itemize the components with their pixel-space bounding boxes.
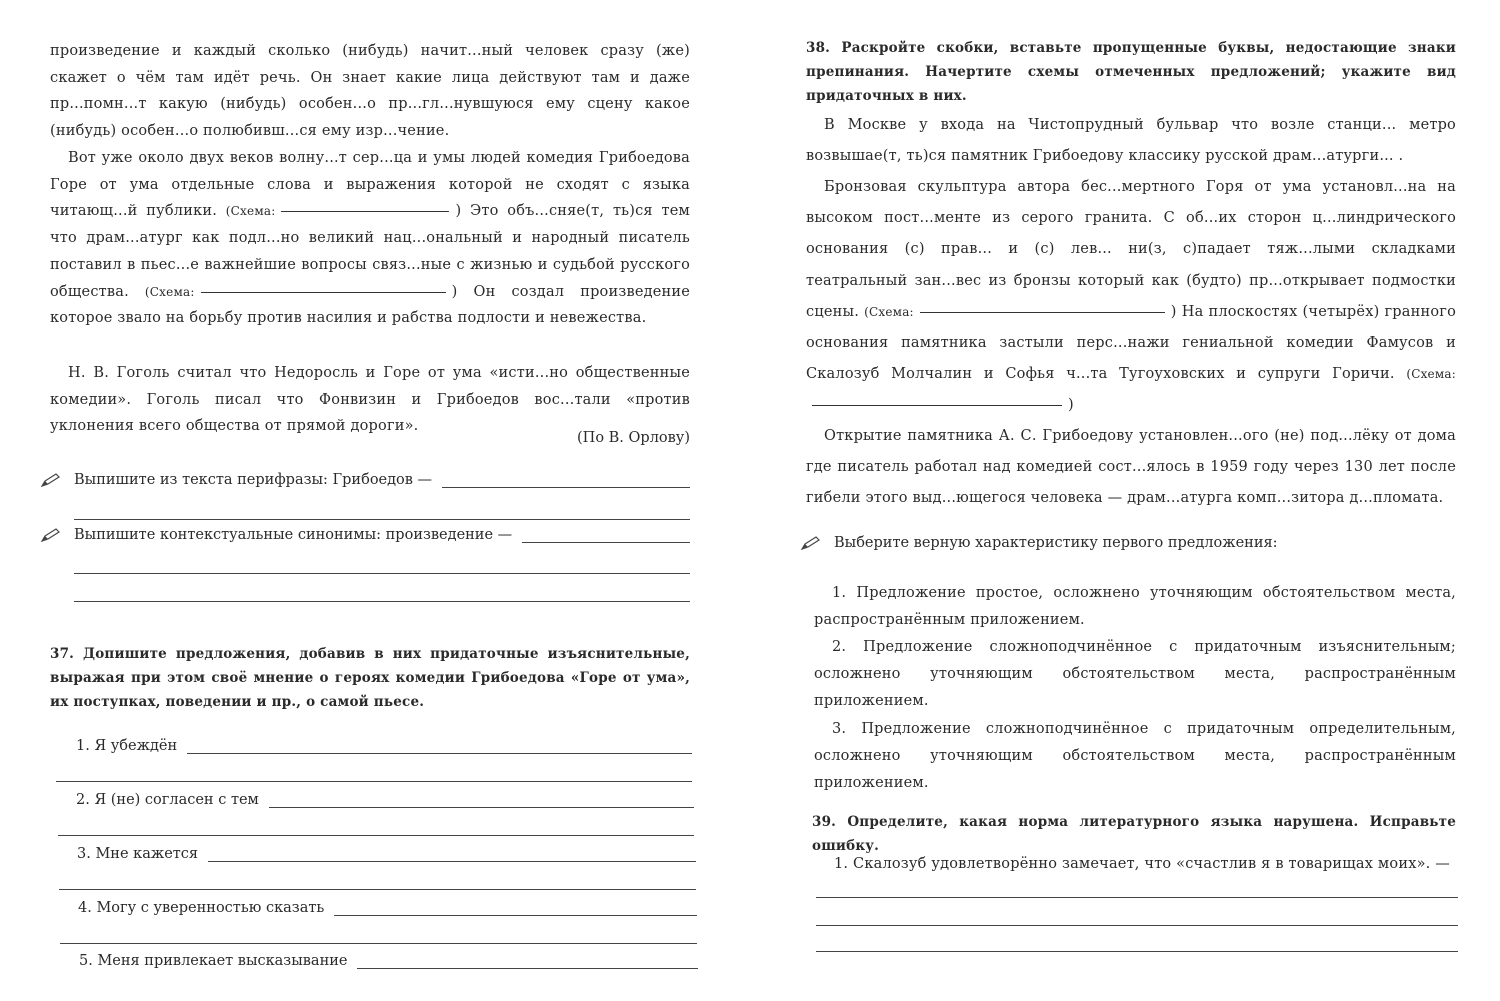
schema-close: )	[1170, 303, 1177, 320]
answer-line[interactable]	[56, 780, 692, 782]
pencil-icon	[40, 472, 62, 488]
item-label: 3. Мне кажется	[77, 846, 199, 862]
item-39: 1. Скалозуб удовлетворённо замечает, что «счастлив я в товарищах моих». —	[834, 856, 1450, 872]
paragraph-2-text-b: Это объ...сняе(т, ть)ся тем что драм...атург как подл...но великий нац...ональный и народный писатель поставил в пьес...е важнейшие вопросы связ...ные с жизнью и судьбой русского общества.	[50, 203, 691, 300]
answer-line[interactable]	[59, 888, 696, 890]
answer-line[interactable]	[816, 896, 1458, 898]
paragraph-2-text-b: На плоскостях (четырёх) гранного основания памятника застыли перс...нажи гениальной комедии Фамусов и Скалозуб Молчалин и Софья ч...та Тугоуховских и супруги Горичи.	[806, 303, 1457, 383]
answer-line[interactable]	[269, 806, 694, 808]
schema-label: (Схема:	[864, 304, 914, 319]
option-3[interactable]: 3. Предложение сложноподчинённое с придаточным определительным, осложнено уточняющим обстоятельством места, распространённым приложением.	[814, 721, 1456, 791]
paragraph-2-text-c: Он создал произведение которое звало на борьбу против насилия и рабства подлости и невежества.	[50, 283, 691, 327]
pencil-icon	[800, 535, 822, 551]
answer-line[interactable]	[60, 942, 697, 944]
paragraph-3: Открытие памятника А. С. Грибоедову установлен...ого (не) под...лёку от дома где писатель работал над комедией сост...ялось в 1959 году через 130 лет после гибели этого выд...ющегося человека — драм...атурга комп...зитора д...пломата.	[806, 428, 1456, 506]
answer-line[interactable]	[334, 914, 697, 916]
paragraph-3: Н. В. Гоголь считал что Недоросль и Горе от ума «исти...но общественные комедии». Гоголь писал что Фонвизин и Грибоедов вос...тали «против уклонения всего общества от прямой дороги».	[50, 365, 690, 435]
task-37: 37. Допишите предложения, добавив в них придаточные изъяснительные, выражая при этом своё мнение о героях комедии Грибоедова «Горе от ума», их поступках, поведении и пр., о самой пьесе.	[50, 646, 690, 710]
item-row	[78, 900, 697, 916]
task-38: 38. Раскройте скобки, вставьте пропущенные буквы, недостающие знаки препинания. Начертите схемы отмеченных предложений; укажите вид придаточных в них.	[806, 40, 1456, 104]
answer-line[interactable]	[357, 967, 698, 969]
item-label: 5. Меня привлекает высказывание	[79, 953, 348, 969]
item-label: 2. Я (не) согласен с тем	[76, 792, 259, 808]
answer-line[interactable]	[74, 600, 690, 602]
schema-label: (Схема:	[225, 204, 276, 219]
paragraph-2	[50, 145, 690, 332]
answer-line[interactable]	[58, 834, 694, 836]
schema-close: )	[451, 283, 458, 300]
item-label: 1. Я убеждён	[76, 738, 178, 754]
instruction-choose	[800, 535, 1456, 551]
task-39: 39. Определите, какая норма литературного языка нарушена. Исправьте ошибку.	[812, 814, 1456, 854]
schema-blank[interactable]	[920, 311, 1165, 313]
option-2[interactable]: 2. Предложение сложноподчинённое с придаточным изъяснительным; осложнено уточняющим обстоятельством места, распространённым приложением.	[814, 639, 1456, 709]
item-row	[76, 738, 692, 754]
item-label: 4. Могу с уверенностью сказать	[78, 900, 325, 916]
schema-blank[interactable]	[812, 404, 1062, 406]
schema-blank[interactable]	[281, 210, 449, 212]
answer-line[interactable]	[74, 518, 690, 520]
schema-label: (Схема:	[1406, 367, 1456, 382]
instruction-periphrases	[40, 472, 690, 488]
instruction-choose-text: Выберите верную характеристику первого предложения:	[834, 535, 1278, 551]
item-row	[76, 792, 694, 808]
answer-line[interactable]	[522, 541, 690, 543]
paragraph-2	[806, 172, 1456, 422]
answer-line[interactable]	[208, 860, 696, 862]
answer-line[interactable]	[442, 486, 690, 488]
schema-close: )	[455, 203, 462, 220]
answer-line[interactable]	[816, 950, 1458, 952]
instruction-synonyms	[40, 527, 690, 543]
item-row	[79, 953, 698, 969]
schema-blank[interactable]	[201, 291, 446, 293]
option-1[interactable]: 1. Предложение простое, осложнено уточняющим обстоятельством места, распространённым приложением.	[814, 585, 1456, 628]
item-row	[77, 846, 696, 862]
paragraph-2-text-a: Бронзовая скульптура автора бес...мертного Горя от ума установл...на на высоком пост...менте из серого гранита. С об...их сторон ц...линдрического основания (с) прав... и (с) лев... ни(з, с)падает тяж...лыми складками театральный зан...вес из бронзы который как (будто) пр...открывает подмостки сцены.	[806, 179, 1456, 320]
paragraph-2-text-a: Вот уже около двух веков волну...т сер...ца и умы людей комедия Грибоедова Горе от ума отдельные слова и выражения которой не сходят с языка читающ...й публики.	[50, 150, 690, 220]
paragraph-1: В Москве у входа на Чистопрудный бульвар что возле станци... метро возвышае(т, ть)ся памятник Грибоедову классику русской драм...атурги... .	[806, 117, 1456, 164]
schema-label: (Схема:	[144, 284, 195, 299]
answer-line[interactable]	[816, 924, 1458, 926]
instruction-periphrases-text: Выпишите из текста перифразы: Грибоедов —	[74, 472, 433, 488]
pencil-icon	[40, 527, 62, 543]
answer-line[interactable]	[74, 572, 690, 574]
instruction-synonyms-text: Выпишите контекстуальные синонимы: произведение —	[74, 527, 513, 543]
schema-close: )	[1068, 397, 1074, 414]
intro-paragraph: произведение и каждый сколько (нибудь) начит...ный человек сразу (же) скажет о чём там идёт речь. Он знает какие лица действуют там и даже пр...помн...т какую (нибудь) особен...о пр...гл...нувшуюся ему сцену какое (нибудь) особен...о полюбивш...ся ему изр...чение.	[50, 43, 690, 140]
answer-line[interactable]	[187, 752, 692, 754]
author-credit: (По В. Орлову)	[577, 430, 690, 446]
